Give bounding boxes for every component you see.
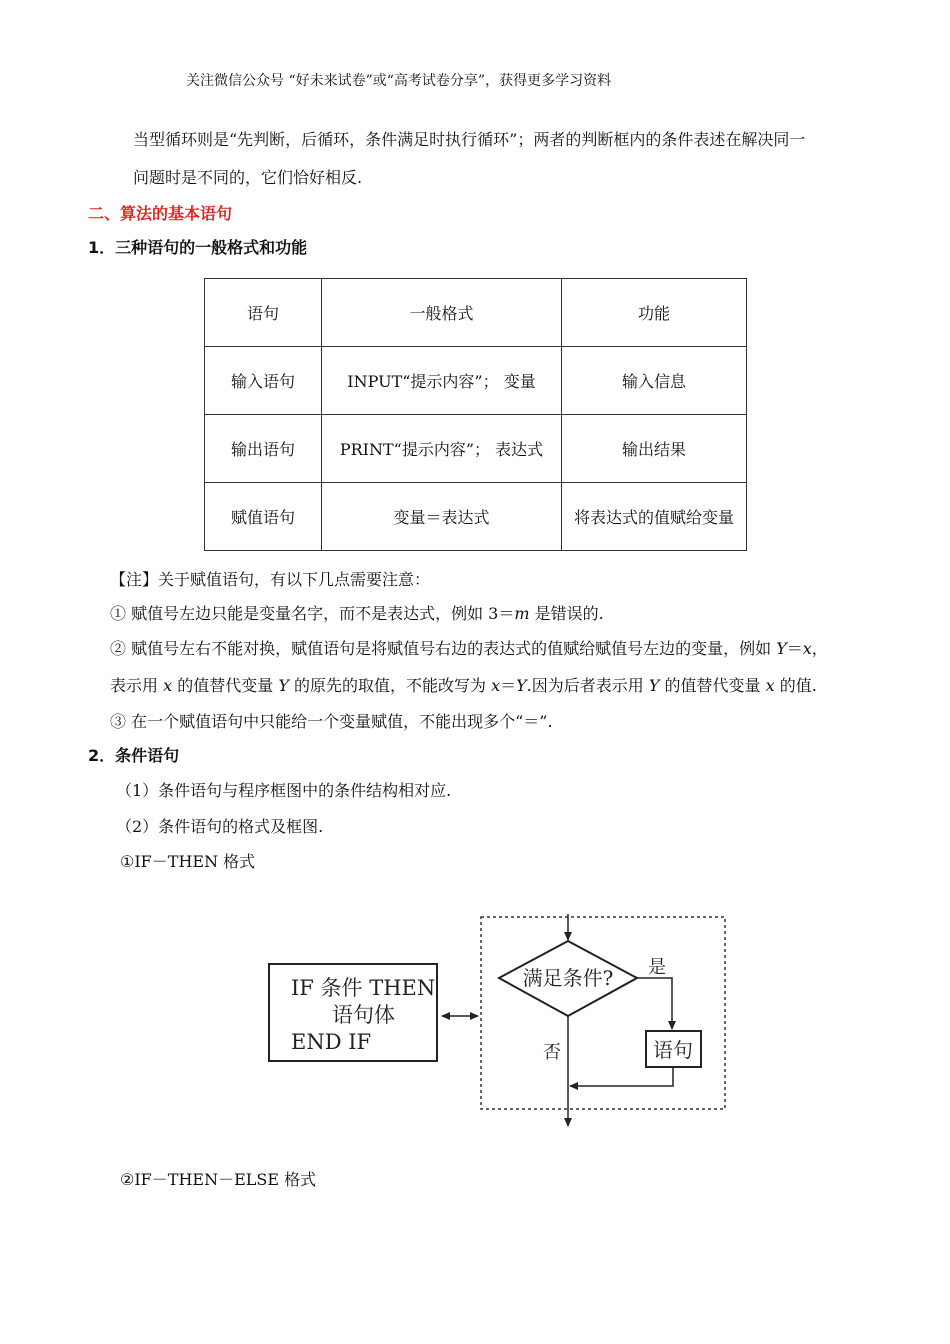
math-variable: x — [491, 676, 501, 695]
note-text: 的值替代变量 — [172, 676, 279, 695]
statement-label: 语句 — [653, 1038, 693, 1062]
sub2-paragraph-1: （1）条件语句与程序框图中的条件结构相对应. — [116, 781, 452, 800]
note-text: 的原先的取值，不能改写为 — [288, 676, 492, 695]
no-label: 否 — [543, 1042, 561, 1063]
table-row — [205, 347, 747, 415]
subsection-2-title: 2．条件语句 — [88, 746, 180, 765]
table-header-row — [205, 279, 747, 347]
note-item-3: ③ 在一个赋值语句中只能给一个变量赋值，不能出现多个“＝”. — [110, 712, 553, 731]
if-then-format-label: ①IF－THEN 格式 — [120, 852, 256, 871]
note-text: ， — [811, 639, 828, 658]
note-text: 的值替代变量 — [659, 676, 766, 695]
math-variable: Y — [516, 676, 527, 695]
code-line-3: END IF — [291, 1030, 372, 1054]
table-row — [205, 483, 747, 551]
decision-label: 满足条件? — [522, 966, 614, 990]
section-title: 二、算法的基本语句 — [88, 204, 233, 223]
table-cell: PRINT“提示内容”； 表达式 — [322, 415, 562, 483]
table-cell: 输入语句 — [205, 347, 322, 415]
table-cell: 输入信息 — [562, 347, 747, 415]
subsection-1-title: 1．三种语句的一般格式和功能 — [88, 238, 308, 257]
note-text: .因为后者表示用 — [526, 676, 649, 695]
note-text: 表示用 — [110, 676, 164, 695]
table-cell: 输出语句 — [205, 415, 322, 483]
table-cell: INPUT“提示内容”； 变量 — [322, 347, 562, 415]
intro-line-1: 当型循环则是“先判断，后循环，条件满足时执行循环”；两者的判断框内的条件表述在解决同一 — [133, 130, 806, 149]
note-text: ＝ — [786, 639, 803, 658]
flowchart-frame — [481, 917, 725, 1109]
table-cell: 将表达式的值赋给变量 — [562, 483, 747, 551]
note-item-1-text: ① 赋值号左边只能是变量名字，而不是表达式，例如 3＝ — [110, 604, 515, 623]
math-variable: x — [765, 676, 775, 695]
table-header-cell: 语句 — [205, 279, 322, 347]
page-header: 关注微信公众号 “好未来试卷”或“高考试卷分享”，获得更多学习资料 — [186, 73, 612, 89]
statement-format-table — [204, 278, 747, 551]
math-variable: x — [802, 639, 812, 658]
yes-label: 是 — [648, 957, 666, 978]
math-variable: Y — [278, 676, 289, 695]
math-variable: m — [514, 604, 530, 623]
merge-path — [570, 1067, 673, 1086]
if-then-diagram — [260, 908, 740, 1133]
note-text: ＝ — [500, 676, 517, 695]
if-then-else-format-label: ②IF－THEN－ELSE 格式 — [120, 1170, 317, 1189]
code-line-2: 语句体 — [332, 1003, 395, 1027]
table-header-cell: 功能 — [562, 279, 747, 347]
math-variable: x — [163, 676, 173, 695]
note-text: 的值. — [774, 676, 817, 695]
note-item-1-text-end: 是错误的. — [529, 604, 604, 623]
table-cell: 赋值语句 — [205, 483, 322, 551]
math-variable: Y — [776, 639, 787, 658]
intro-line-2: 问题时是不同的，它们恰好相反. — [133, 168, 363, 187]
table-header-cell: 一般格式 — [322, 279, 562, 347]
table-cell: 变量＝表达式 — [322, 483, 562, 551]
yes-path — [637, 978, 672, 1029]
note-text: ② 赋值号左右不能对换，赋值语句是将赋值号右边的表达式的值赋给赋值号左边的变量，例如 — [110, 639, 777, 658]
note-title: 【注】关于赋值语句，有以下几点需要注意： — [110, 570, 431, 589]
note-item-2-line-2 — [110, 673, 817, 696]
math-variable: Y — [648, 676, 660, 695]
code-line-1: IF 条件 THEN — [291, 976, 436, 1000]
note-item-1 — [110, 601, 604, 624]
sub2-paragraph-2: （2）条件语句的格式及框图. — [116, 817, 324, 836]
note-item-2-line-1 — [110, 636, 828, 659]
table-cell: 输出结果 — [562, 415, 747, 483]
table-row — [205, 415, 747, 483]
